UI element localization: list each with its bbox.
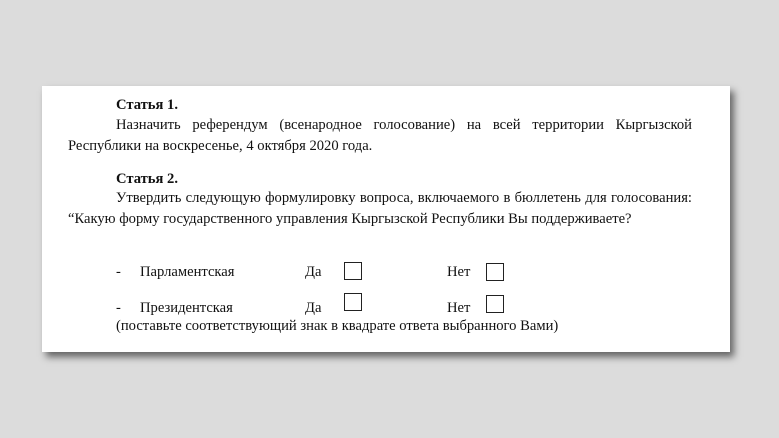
parliamentary-no-checkbox[interactable] [486,263,504,281]
parliamentary-yes-checkbox[interactable] [344,262,362,280]
option-label-presidential: Президентская [140,300,233,316]
presidential-yes-checkbox[interactable] [344,293,362,311]
article1-text: Назначить референдум (всенародное голосование) на всей территории Кыргызской Республики на воскресенье, 4 октября 2020 года. [68,117,692,154]
document-page [42,86,730,352]
option-label-parliamentary: Парламентская [140,264,235,280]
article2-heading: Статья 2. [116,171,178,187]
yes-label: Да [305,264,322,280]
article2-text: Утвердить следующую формулировку вопроса, включаемого в бюллетень для голосования: “Какую форму государственного управления Кыргызской Республики Вы поддерживаете? [68,190,692,227]
no-label: Нет [447,300,471,316]
yes-label: Да [305,300,322,316]
no-label: Нет [447,264,471,280]
option-dash: - [116,300,121,316]
presidential-no-checkbox[interactable] [486,295,504,313]
article1-heading: Статья 1. [116,97,178,113]
option-dash: - [116,264,121,280]
ballot-instruction: (поставьте соответствующий знак в квадрате ответа выбранного Вами) [116,318,559,334]
